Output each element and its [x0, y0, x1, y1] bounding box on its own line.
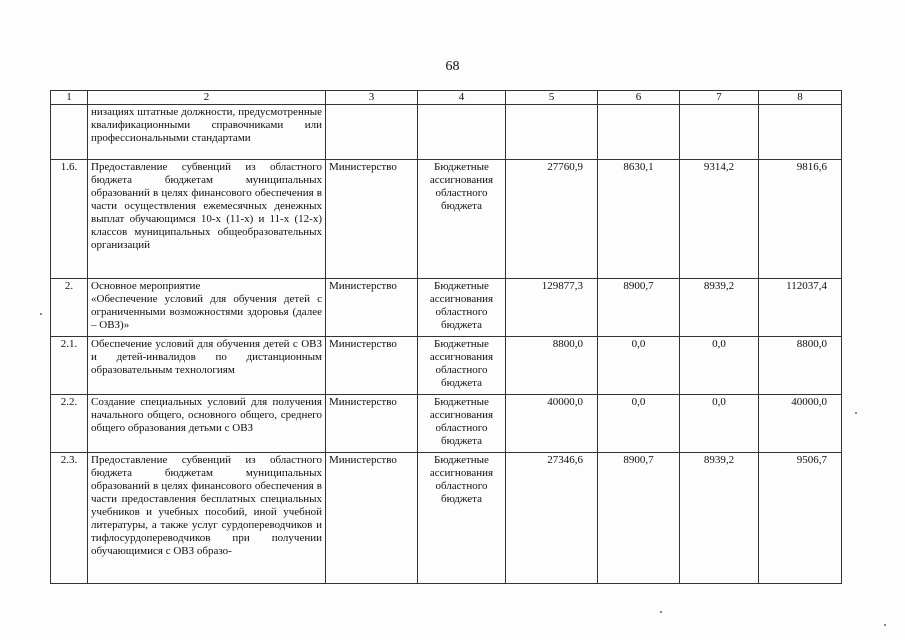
executor: Министерство [326, 279, 418, 337]
year-3-amount: 8800,0 [759, 337, 842, 395]
table-row [51, 395, 842, 453]
col-header-6: 6 [598, 91, 680, 105]
row-number: 2. [51, 279, 88, 337]
year-2-amount: 0,0 [680, 337, 759, 395]
scan-speck [660, 611, 662, 613]
col-header-3: 3 [326, 91, 418, 105]
year-2-amount: 8939,2 [680, 453, 759, 584]
table-row [51, 279, 842, 337]
row-number: 2.2. [51, 395, 88, 453]
measure-name: Предоставление субвенций из областного бюджета бюджетам муниципальных образований в целях финансового обеспечения в части осуществления ежемесячных денежных выплат обучающимся 10-х (11-х) и 11-х (12-х) классов муниципальных общеобразовательных организаций [88, 160, 326, 279]
row-number: 2.1. [51, 337, 88, 395]
funding-source: Бюджетные ассигнования областного бюджета [418, 279, 506, 337]
funding-source: Бюджетные ассигнования областного бюджета [418, 395, 506, 453]
table-row [51, 453, 842, 584]
measure-name: Обеспечение условий для обучения детей с ОВЗ и детей-инвалидов по дистанционным образовательным технологиям [88, 337, 326, 395]
executor: Министерство [326, 395, 418, 453]
executor: Министерство [326, 160, 418, 279]
funding-source: Бюджетные ассигнования областного бюджета [418, 453, 506, 584]
measure-name: Предоставление субвенций из областного бюджета бюджетам муниципальных образований в целях финансового обеспечения в части предоставления бесплатных специальных учебников и учебных пособий, иной учебной литературы, а также услуг сурдопереводчиков и тифлосурдопереводчиков при получении обучающимися с ОВЗ образо- [88, 453, 326, 584]
funding-source: Бюджетные ассигнования областного бюджета [418, 160, 506, 279]
year-1-amount: 0,0 [598, 395, 680, 453]
measure-title: «Обеспечение условий для обучения детей с ограниченными возможностями здоровья (далее – ОВЗ)» [91, 293, 322, 331]
row-number [51, 105, 88, 160]
col-header-4: 4 [418, 91, 506, 105]
funding-source: Бюджетные ассигнования областного бюджета [418, 337, 506, 395]
year-3-amount [759, 105, 842, 160]
header-row [51, 91, 842, 105]
total-amount [506, 105, 598, 160]
total-amount: 129877,3 [506, 279, 598, 337]
col-header-2: 2 [88, 91, 326, 105]
year-2-amount: 8939,2 [680, 279, 759, 337]
table-row [51, 337, 842, 395]
year-1-amount: 8630,1 [598, 160, 680, 279]
col-header-1: 1 [51, 91, 88, 105]
row-number: 2.3. [51, 453, 88, 584]
total-amount: 8800,0 [506, 337, 598, 395]
budget-table [50, 90, 842, 584]
executor [326, 105, 418, 160]
year-2-amount: 0,0 [680, 395, 759, 453]
total-amount: 27346,6 [506, 453, 598, 584]
col-header-8: 8 [759, 91, 842, 105]
total-amount: 40000,0 [506, 395, 598, 453]
year-3-amount: 112037,4 [759, 279, 842, 337]
table-row [51, 105, 842, 160]
executor: Министерство [326, 337, 418, 395]
col-header-7: 7 [680, 91, 759, 105]
year-1-amount: 0,0 [598, 337, 680, 395]
row-number: 1.6. [51, 160, 88, 279]
total-amount: 27760,9 [506, 160, 598, 279]
measure-name [88, 279, 326, 337]
measure-name: низациях штатные должности, предусмотренные квалификационными справочниками или профессиональными стандартами [88, 105, 326, 160]
table-row [51, 160, 842, 279]
scan-speck [884, 624, 886, 626]
scan-speck [40, 313, 42, 315]
funding-source [418, 105, 506, 160]
year-3-amount: 9816,6 [759, 160, 842, 279]
scan-speck [855, 412, 857, 414]
year-1-amount: 8900,7 [598, 279, 680, 337]
measure-name: Создание специальных условий для получения начального общего, основного общего, среднего общего образования детьми с ОВЗ [88, 395, 326, 453]
year-3-amount: 9506,7 [759, 453, 842, 584]
col-header-5: 5 [506, 91, 598, 105]
measure-type: Основное мероприятие [91, 280, 201, 292]
year-1-amount [598, 105, 680, 160]
year-1-amount: 8900,7 [598, 453, 680, 584]
year-2-amount: 9314,2 [680, 160, 759, 279]
year-3-amount: 40000,0 [759, 395, 842, 453]
year-2-amount [680, 105, 759, 160]
page-number: 68 [445, 59, 460, 74]
executor: Министерство [326, 453, 418, 584]
